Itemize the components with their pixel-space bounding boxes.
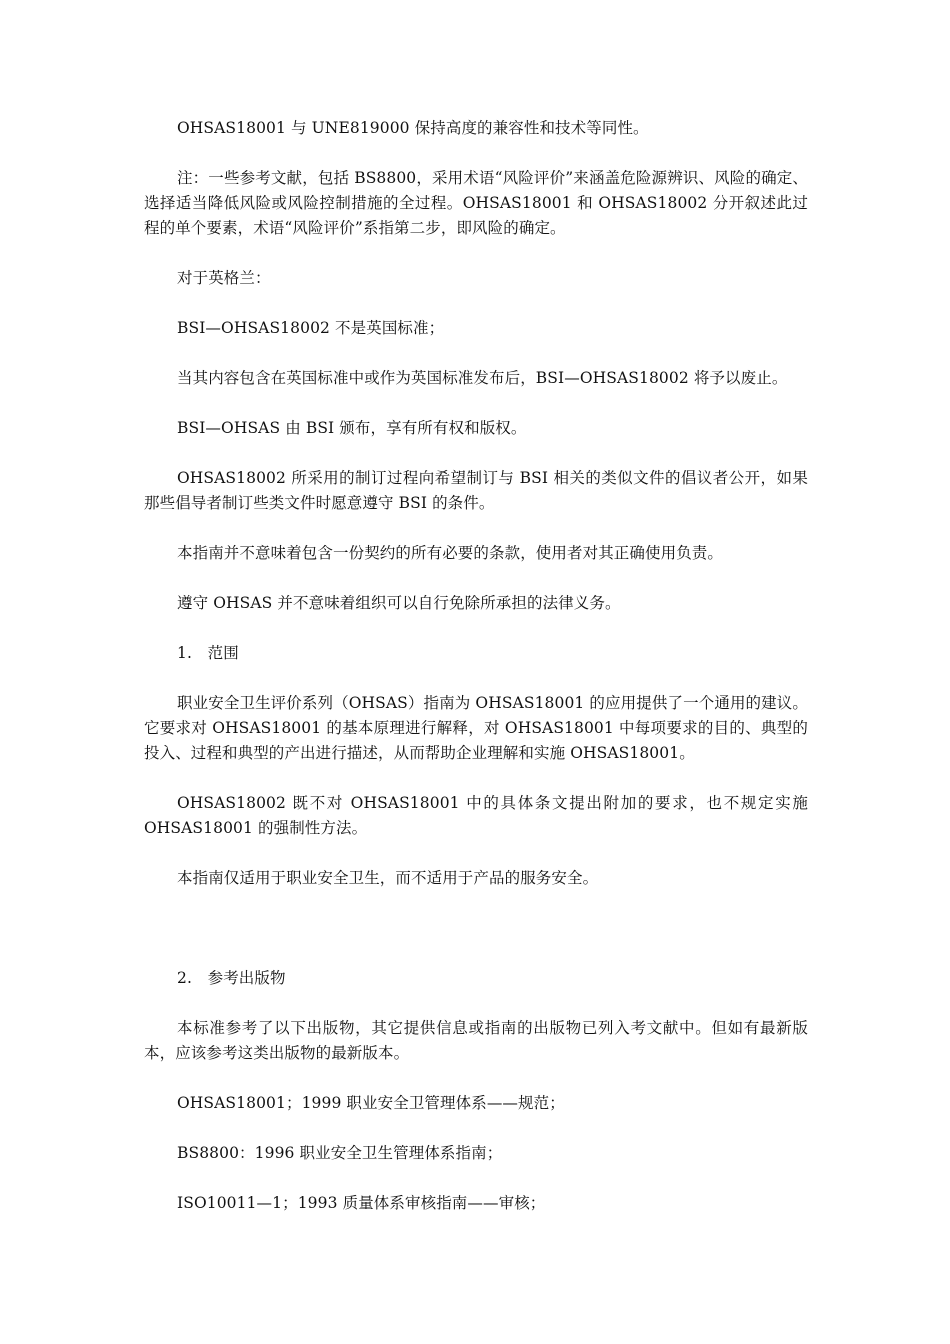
paragraph-for-england: 对于英格兰： — [177, 269, 271, 287]
paragraph-no-additional-requirements: OHSAS18002 既不对 OHSAS18001 中的具体条文提出附加的要求，也不规定实施 OHSAS18001 的强制性方法。 — [144, 794, 808, 837]
paragraph-applicability: 本指南仅适用于职业安全卫生，而不适用于产品的服务安全。 — [177, 869, 599, 887]
paragraph-contract-disclaimer: 本指南并不意味着包含一份契约的所有必要的条款，使用者对其正确使用负责。 — [177, 544, 724, 562]
reference-item-ohsas18001: OHSAS18001；1999 职业安全卫管理体系——规范； — [177, 1094, 565, 1112]
paragraph-copyright: BSI—OHSAS 由 BSI 颁布，享有所有权和版权。 — [177, 419, 527, 437]
paragraph-withdrawal: 当其内容包含在英国标准中或作为英国标准发布后，BSI—OHSAS18002 将予以废止。 — [177, 369, 788, 387]
paragraph-scope-description: 职业安全卫生评价系列（OHSAS）指南为 OHSAS18001 的应用提供了一个通用的建议。它要求对 OHSAS18001 的基本原理进行解释，对 OHSAS18001 中每项要求的目的、典型的投入、过程和典型的产出进行描述，从而帮助企业理解和实施 OHSAS18001。 — [144, 694, 808, 762]
reference-item-bs8800: BS8800：1996 职业安全卫生管理体系指南； — [177, 1144, 503, 1162]
paragraph-not-british-standard: BSI—OHSAS18002 不是英国标准； — [177, 319, 445, 337]
section-heading-scope: 1. 范围 — [177, 644, 239, 662]
paragraph-references-intro: 本标准参考了以下出版物，其它提供信息或指南的出版物已列入考文献中。但如有最新版本，应该参考这类出版物的最新版本。 — [144, 1019, 808, 1062]
paragraph-development-process: OHSAS18002 所采用的制订过程向希望制订与 BSI 相关的类似文件的倡议者公开，如果那些倡导者制订些类文件时愿意遵守 BSI 的条件。 — [144, 469, 808, 512]
paragraph-legal-obligations: 遵守 OHSAS 并不意味着组织可以自行免除所承担的法律义务。 — [177, 594, 621, 612]
paragraph-note: 注：一些参考文献，包括 BS8800，采用术语“风险评价”来涵盖危险源辨识、风险的确定、选择适当降低风险或风险控制措施的全过程。OHSAS18001 和 OHSAS18002 分开叙述此过程的单个要素，术语“风险评价”系指第二步，即风险的确定。 — [144, 169, 808, 237]
section-heading-references: 2. 参考出版物 — [177, 969, 286, 987]
paragraph-compatibility: OHSAS18001 与 UNE819000 保持高度的兼容性和技术等同性。 — [177, 119, 649, 137]
reference-item-iso10011: ISO10011—1；1993 质量体系审核指南——审核； — [177, 1194, 546, 1212]
